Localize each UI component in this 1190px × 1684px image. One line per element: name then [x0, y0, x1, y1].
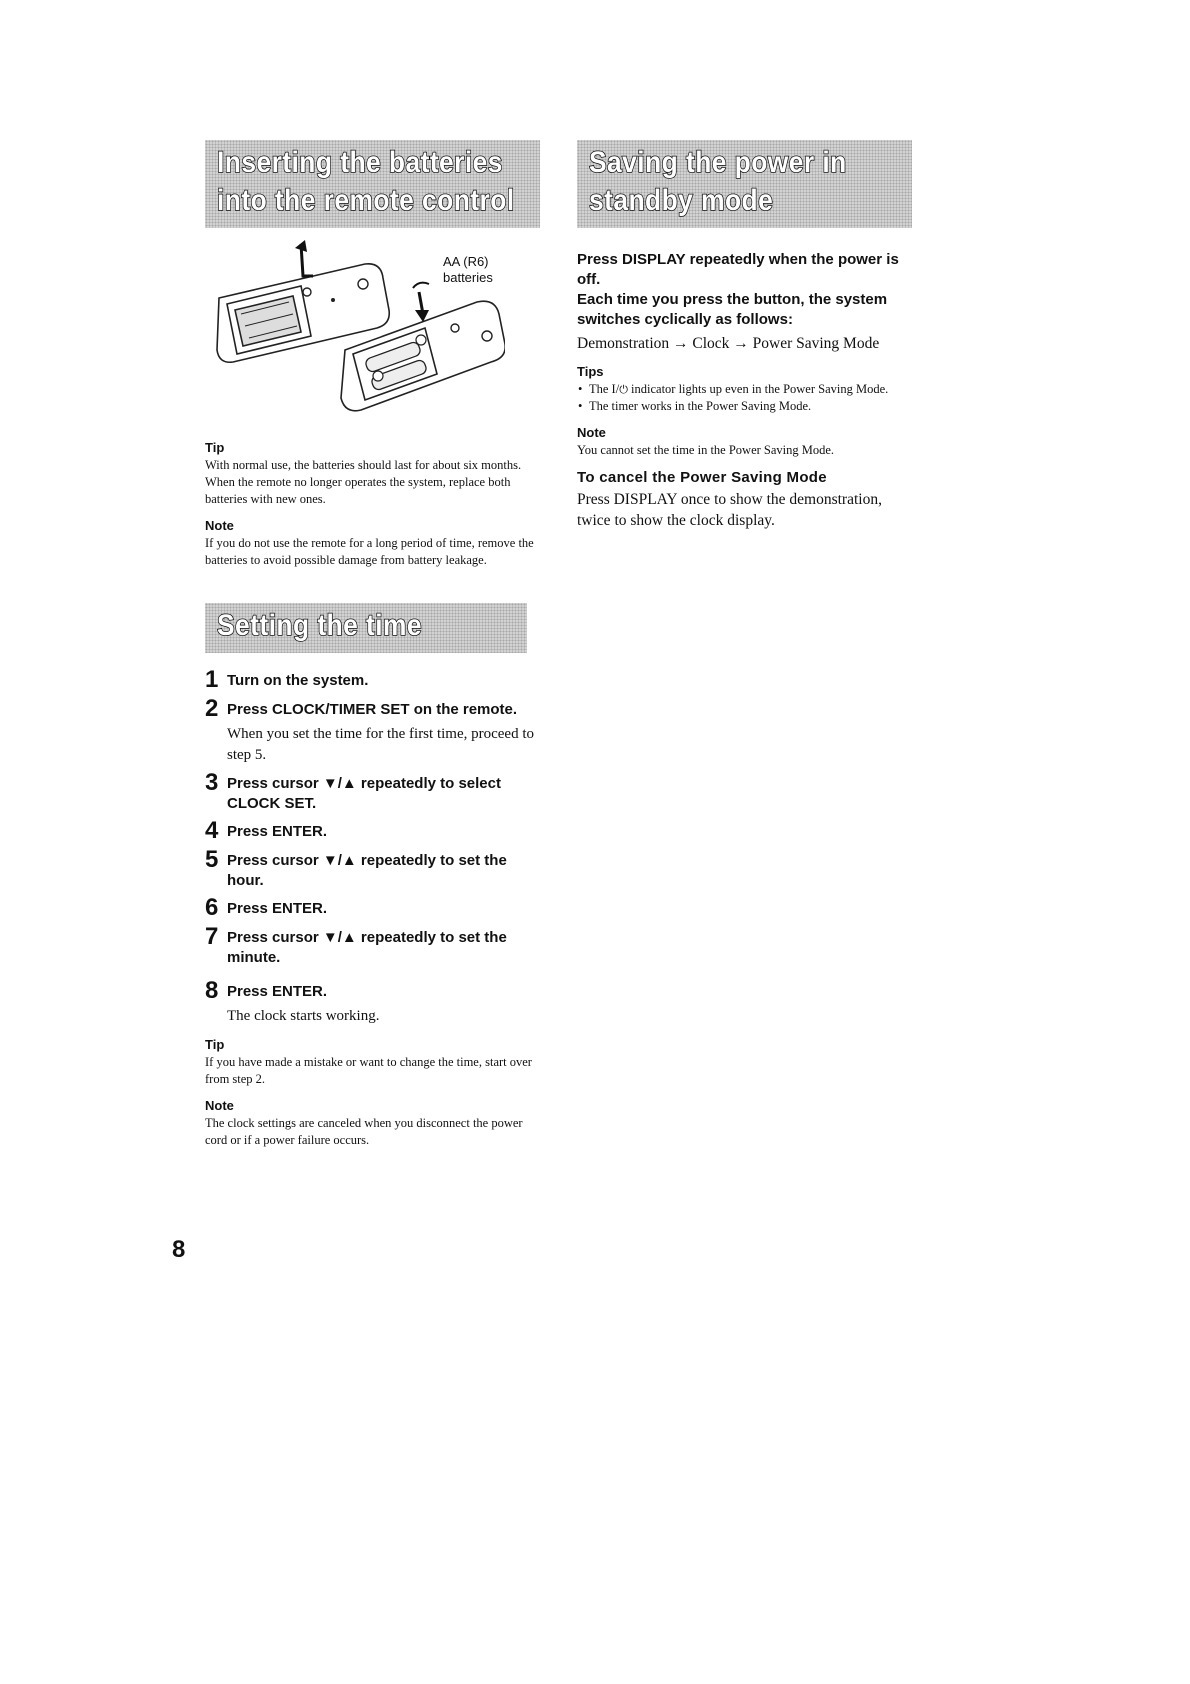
step-detail: When you set the time for the first time, proceed to step 5.: [227, 726, 534, 763]
page-number: 8: [172, 1236, 186, 1263]
power-tips-label: Tips: [577, 364, 604, 379]
time-tip-text: If you have made a mistake or want to change the time, start over from step 2.: [205, 1055, 532, 1086]
cancel-power-saving-text: Press DISPLAY once to show the demonstration, twice to show the clock display.: [577, 491, 882, 529]
step-8: [205, 977, 540, 1027]
power-tip-item: • The timer works in the Power Saving Mode.: [577, 398, 912, 415]
time-steps: [205, 666, 540, 1027]
battery-heading: [205, 140, 540, 228]
step-title: Press ENTER.: [227, 900, 328, 917]
step-number: 3: [205, 769, 219, 796]
battery-type-label: [443, 254, 493, 286]
step-title: Press cursor ▼/▲ repeatedly to set the hour.: [227, 852, 507, 889]
time-note-text: The clock settings are canceled when you disconnect the power cord or if a power failure occurs.: [205, 1116, 523, 1147]
step-number: 7: [205, 923, 219, 950]
battery-heading-line1: Inserting the batteries: [217, 146, 503, 179]
battery-figure: [205, 240, 540, 430]
cancel-power-saving-heading: To cancel the Power Saving Mode: [577, 469, 827, 486]
step-title: Press cursor ▼/▲ repeatedly to set the minute.: [227, 929, 507, 966]
battery-tip-text: With normal use, the batteries should last for about six months. When the remote no longer operates the system, replace both batteries with new ones.: [205, 458, 522, 506]
battery-heading-line2: into the remote control: [217, 184, 515, 217]
battery-type-line2: batteries: [443, 270, 493, 285]
time-note-label: Note: [205, 1098, 234, 1113]
power-section: [577, 140, 912, 531]
battery-section: [205, 140, 540, 569]
power-tips-list: [577, 381, 912, 415]
power-note-label: Note: [577, 425, 606, 440]
battery-type-line1: AA (R6): [443, 254, 489, 269]
step-7: [205, 923, 540, 968]
step-number: 6: [205, 894, 219, 921]
battery-note-label: Note: [205, 518, 234, 533]
power-note-text: You cannot set the time in the Power Saving Mode.: [577, 443, 835, 457]
power-cycle-text: Demonstration → Clock → Power Saving Mode: [577, 335, 880, 352]
time-tip-label: Tip: [205, 1037, 225, 1052]
step-3: [205, 769, 540, 814]
power-heading: [577, 140, 912, 228]
step-title: Press ENTER.: [227, 823, 328, 840]
time-heading-text: Setting the time: [217, 609, 423, 642]
step-number: 1: [205, 666, 219, 693]
step-title: Turn on the system.: [227, 672, 369, 689]
step-number: 2: [205, 695, 219, 722]
power-tip-item: • The I/⏻ indicator lights up even in the Power Saving Mode.: [577, 381, 912, 398]
step-title: Press cursor ▼/▲ repeatedly to select CLOCK SET.: [227, 775, 501, 812]
step-title: Press ENTER.: [227, 983, 328, 1000]
power-instruction-line1: Press DISPLAY repeatedly when the power is off.: [577, 251, 899, 288]
step-number: 5: [205, 846, 219, 873]
power-heading-line2: standby mode: [589, 184, 774, 217]
power-icon: ⏻: [619, 383, 628, 396]
power-instruction-line2: Each time you press the button, the system switches cyclically as follows:: [577, 291, 888, 328]
step-6: [205, 894, 540, 921]
time-section: [205, 603, 540, 1149]
time-heading: [205, 603, 527, 653]
step-title: Press CLOCK/TIMER SET on the remote.: [227, 701, 518, 718]
step-detail: The clock starts working.: [227, 1008, 380, 1024]
step-5: [205, 846, 540, 891]
step-1: [205, 666, 540, 693]
battery-tip-label: Tip: [205, 440, 225, 455]
step-2: [205, 695, 540, 766]
step-number: 4: [205, 817, 219, 844]
step-number: 8: [205, 977, 219, 1004]
step-4: [205, 817, 540, 844]
battery-note-text: If you do not use the remote for a long period of time, remove the batteries to avoid possible damage from battery leakage.: [205, 536, 534, 567]
power-heading-line1: Saving the power in: [589, 146, 847, 179]
